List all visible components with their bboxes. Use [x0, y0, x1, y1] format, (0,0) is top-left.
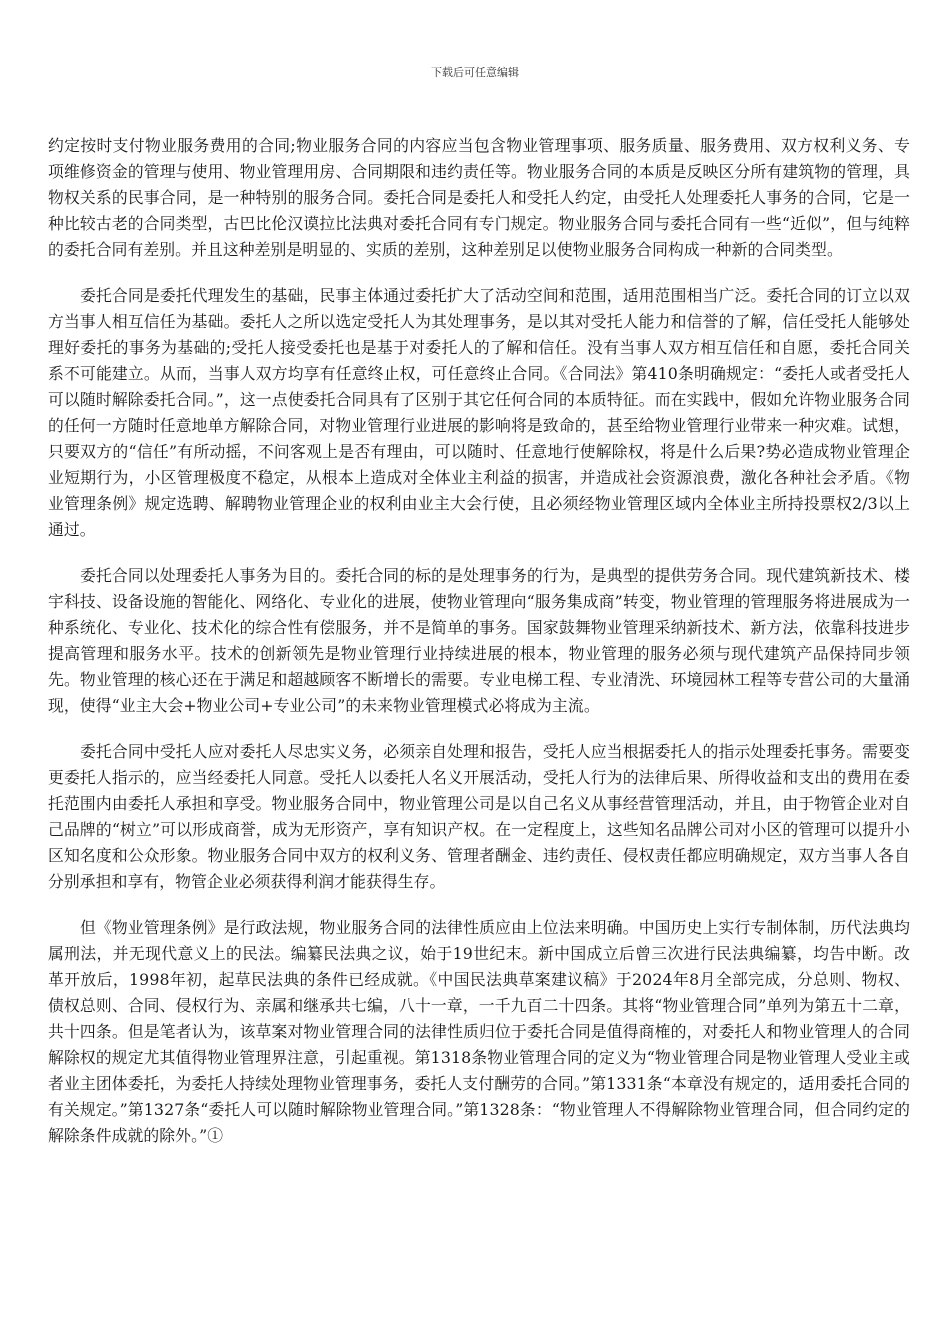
paragraph-5: 但《物业管理条例》是行政法规，物业服务合同的法律性质应由上位法来明确。中国历史上实行专制体制，历代法典均属刑法，并无现代意义上的民法。编纂民法典之议，始于19世纪末。新中国成立后曾三次进行民法典编纂，均告中断。改革开放后，1998年初，起草民法典的条件已经成就。《中国民法典草案建议稿》于2024年8月全部完成，分总则、物权、债权总则、合同、侵权行为、亲属和继承共七编，八十一章，一千九百二十四条。其将“物业管理合同”单列为第五十二章，共十四条。但是笔者认为，该草案对物业管理合同的法律性质归位于委托合同是值得商榷的，对委托人和物业管理人的合同解除权的规定尤其值得物业管理界注意，引起重视。第1318条物业管理合同的定义为“物业管理合同是物业管理人受业主或者业主团体委托，为委托人持续处理物业管理事务，委托人支付酬劳的合同。”第1331条“本章没有规定的，适用委托合同的有关规定。”第1327条“委托人可以随时解除物业管理合同。”第1328条：“物业管理人不得解除物业管理合同，但合同约定的解除条件成就的除外。”①	[48, 918, 910, 1145]
paragraph-1: 约定按时支付物业服务费用的合同;物业服务合同的内容应当包含物业管理事项、服务质量、服务费用、双方权利义务、专项维修资金的管理与使用、物业管理用房、合同期限和违约责任等。物业服务合同的本质是反映区分所有建筑物的管理，具物权关系的民事合同，是一种特别的服务合同。委托合同是委托人和受托人约定，由受托人处理委托人事务的合同，它是一种比较古老的合同类型，古巴比伦汉谟拉比法典对委托合同有专门规定。物业服务合同与委托合同有一些“近似”，但与纯粹的委托合同有差别。并且这种差别是明显的、实质的差别，这种差别足以使物业服务合同构成一种新的合同类型。	[48, 136, 910, 259]
page-header-note: 下载后可任意编辑	[431, 66, 519, 79]
paragraph-3: 委托合同以处理委托人事务为目的。委托合同的标的是处理事务的行为，是典型的提供劳务合同。现代建筑新技术、楼宇科技、设备设施的智能化、网络化、专业化的进展，使物业管理向“服务集成商”转变，物业管理的管理服务将进展成为一种系统化、专业化、技术化的综合性有偿服务，并不是简单的事务。国家鼓舞物业管理采纳新技术、新方法，依靠科技进步提高管理和服务水平。技术的创新领先是物业管理行业持续进展的根本，物业管理的服务必须与现代建筑产品保持同步领先。物业管理的核心还在于满足和超越顾客不断增长的需要。专业电梯工程、专业清洗、环境园林工程等专营公司的大量涌现，使得“业主大会+物业公司+专业公司”的未来物业管理模式必将成为主流。	[48, 566, 910, 715]
paragraph-2: 委托合同是委托代理发生的基础，民事主体通过委托扩大了活动空间和范围，适用范围相当广泛。委托合同的订立以双方当事人相互信任为基础。委托人之所以选定受托人为其处理事务，是以其对受托人能力和信誉的了解，信任受托人能够处理好委托的事务为基础的;受托人接受委托也是基于对委托人的了解和信任。没有当事人双方相互信任和自愿，委托合同关系不可能建立。从而，当事人双方均享有任意终止权，可任意终止合同。《合同法》第410条明确规定：“委托人或者受托人可以随时解除委托合同。”，这一点使委托合同具有了区别于其它任何合同的本质特征。而在实践中，假如允许物业服务合同的任何一方随时任意地单方解除合同，对物业管理行业进展的影响将是致命的，甚至给物业管理行业带来一种灾难。试想，只要双方的“信任”有所动摇，不问客观上是否有理由，可以随时、任意地行使解除权，将是什么后果?势必造成物业管理企业短期行为，小区管理极度不稳定，从根本上造成对全体业主利益的损害，并造成社会资源浪费，激化各种社会矛盾。《物业管理条例》规定选聘、解聘物业管理企业的权利由业主大会行使，且必须经物业管理区域内全体业主所持投票权2/3以上通过。	[48, 286, 910, 539]
paragraph-4: 委托合同中受托人应对委托人尽忠实义务，必须亲自处理和报告，受托人应当根据委托人的指示处理委托事务。需要变更委托人指示的，应当经委托人同意。受托人以委托人名义开展活动，受托人行为的法律后果、所得收益和支出的费用在委托范围内由委托人承担和享受。物业服务合同中，物业管理公司是以自己名义从事经营管理活动，并且，由于物管企业对自己品牌的“树立”可以形成商誉，成为无形资产，享有知识产权。在一定程度上，这些知名品牌公司对小区的管理可以提升小区知名度和公众形象。物业服务合同中双方的权利义务、管理者酬金、违约责任、侵权责任都应明确规定，双方当事人各自分别承担和享有，物管企业必须获得利润才能获得生存。	[48, 742, 910, 891]
document-body	[48, 133, 910, 1169]
